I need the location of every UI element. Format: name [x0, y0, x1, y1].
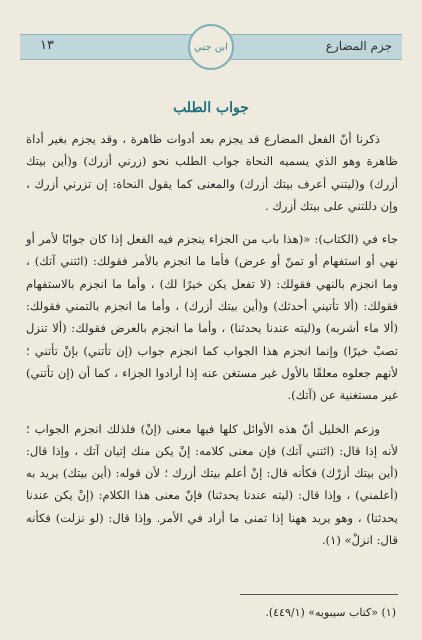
paragraph: ذكرنا أنّ الفعل المضارع قد يجزم بعد أدوات ظاهرة ، وقد يجزم بغير أداة ظاهرة وهو الذي يسميه النحاة جواب الطلب نحو (زرني أزرك) و(أين بيتك أزرك) و(ليتني أعرف بيتك أزرك) والمعنى كما يقول النحاة: إن تزرني أزرك ، وإن دللتني على بيتك أزرك .	[26, 132, 398, 213]
ornament-medallion	[188, 24, 234, 70]
footnote: (١) «كتاب سيبويه» (٤٤٩/١).	[265, 606, 396, 619]
body-text	[26, 128, 398, 551]
section-heading: جواب الطلب	[173, 100, 249, 116]
ornament-text: ابن جني	[194, 41, 228, 53]
paragraph: وزعم الخليل أنّ هذه الأوائل كلها فيها معنى (إنْ) فلذلك انجزم الجواب ؛ لأنه إذا قال: (ائتني آتك) فإن معنى كلامه: إنْ يكن منك إتيان آتك ، وإذا قال: (أين بيتك أزرْك) فكأنه قال: إنْ أعلم بيتك أزرك ؛ لأن قوله: (أين بيتك) يريد به (أعلمني) ، وإذا قال: (ليته عندنا يحدثنا) فإنّ معنى هذا الكلام: (إنْ يكن عندنا يحدثنا) ، وهو يريد ههنا إذا تمنى ما أراد في الأمر. وإذا قال: (لو نزلت) فكأنه قال: انزلْ» (١).	[26, 421, 398, 548]
footnote-divider	[240, 594, 398, 595]
header-title: جزم المضارع	[325, 39, 392, 53]
page-number: ١٣	[40, 38, 54, 53]
paragraph: جاء في (الكتاب): «(هذا باب من الجزاء ينجزم فيه الفعل إذا كان جوابًا لأمر أو نهي أو استفهام أو تمنّ أو عرض) فأما ما انجزم بالأمر فقولك: (ائتني آتك) ، وما انجزم بالنهي فقولك: (لا تفعل يكن خيرًا لك) ، وأما ما انجزم بالاستفهام فقولك: (ألا تأتيني أحدثك) و(أين بيتك أزرك) ، وأما ما انجزم بالتمني فقولك: (ألا ماء أشربه) و(ليته عندنا يحدثنا) ، وأما ما انجزم بالعرض فقولك: (ألا تنزل تصبْ خيرًا) وإنما انجزم هذا الجواب كما انجزم جواب (إن تأتني) بإنْ تأتني ؛ لأنهم جعلوه معلقًا بالأول غير مستغن عنه إذا أرادوا الجزاء ، كما أن (إن تأتني) غير مستغنية عن (آتك).	[26, 232, 398, 403]
